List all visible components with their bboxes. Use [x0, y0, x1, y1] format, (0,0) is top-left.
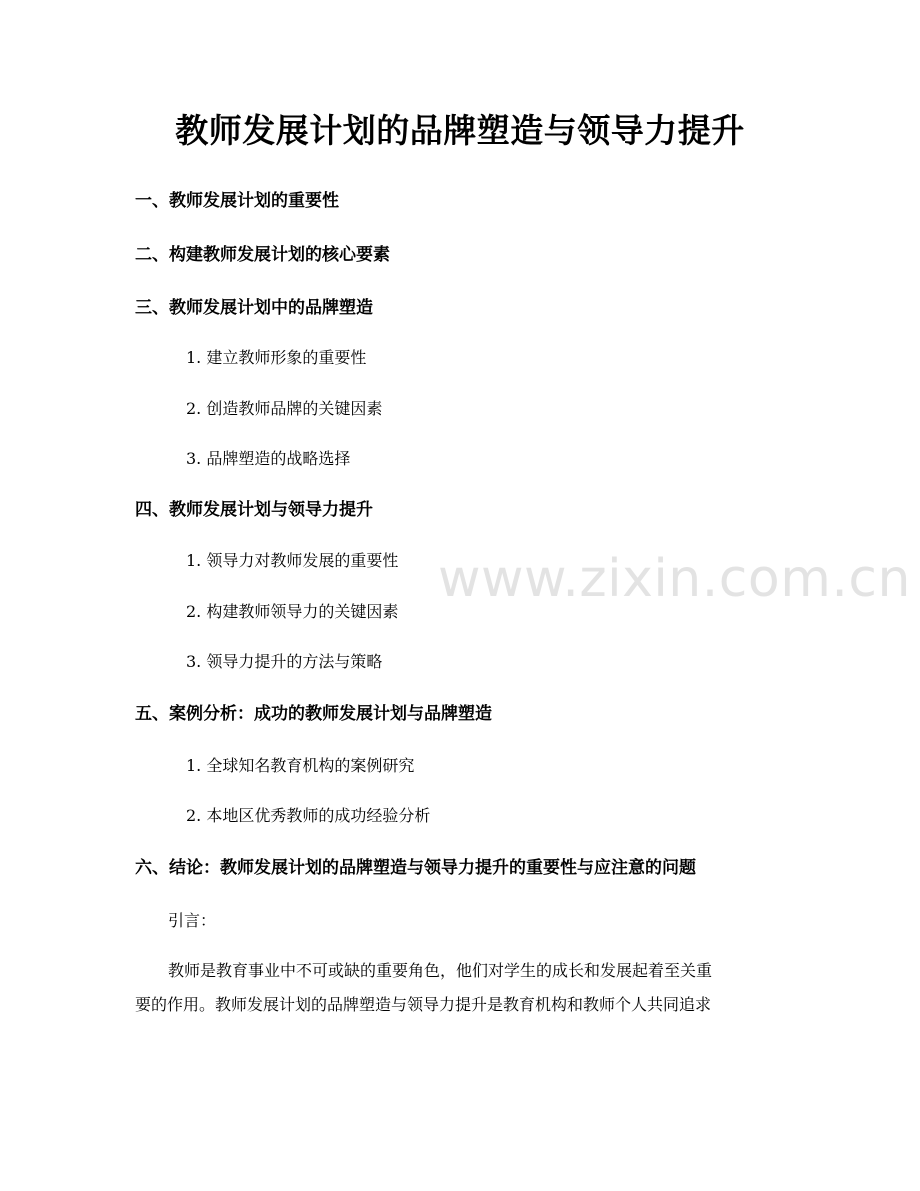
list-item: 2. 构建教师领导力的关键因素	[186, 602, 399, 621]
watermark: www.zixin.com.cn	[438, 549, 911, 609]
body-paragraph-line-2: 要的作用。教师发展计划的品牌塑造与领导力提升是教育机构和教师个人共同追求	[135, 995, 712, 1014]
list-item: 3. 领导力提升的方法与策略	[186, 652, 383, 671]
section-heading-1: 一、教师发展计划的重要性	[135, 191, 339, 211]
section-heading-3: 三、教师发展计划中的品牌塑造	[135, 298, 373, 318]
body-paragraph-line-1: 教师是教育事业中不可或缺的重要角色，他们对学生的成长和发展起着至关重	[168, 961, 713, 980]
section-heading-5: 五、案例分析：成功的教师发展计划与品牌塑造	[135, 704, 492, 724]
section-heading-4: 四、教师发展计划与领导力提升	[135, 500, 373, 520]
list-item: 1. 建立教师形象的重要性	[186, 348, 367, 367]
list-item: 1. 领导力对教师发展的重要性	[186, 551, 399, 570]
intro-label: 引言：	[168, 911, 217, 930]
list-item: 2. 本地区优秀教师的成功经验分析	[186, 806, 431, 825]
list-item: 3. 品牌塑造的战略选择	[186, 449, 351, 468]
section-heading-2: 二、构建教师发展计划的核心要素	[135, 245, 390, 265]
list-item: 2. 创造教师品牌的关键因素	[186, 399, 383, 418]
list-item: 1. 全球知名教育机构的案例研究	[186, 756, 415, 775]
section-heading-6: 六、结论：教师发展计划的品牌塑造与领导力提升的重要性与应注意的问题	[135, 858, 696, 878]
document-title: 教师发展计划的品牌塑造与领导力提升	[175, 111, 745, 150]
